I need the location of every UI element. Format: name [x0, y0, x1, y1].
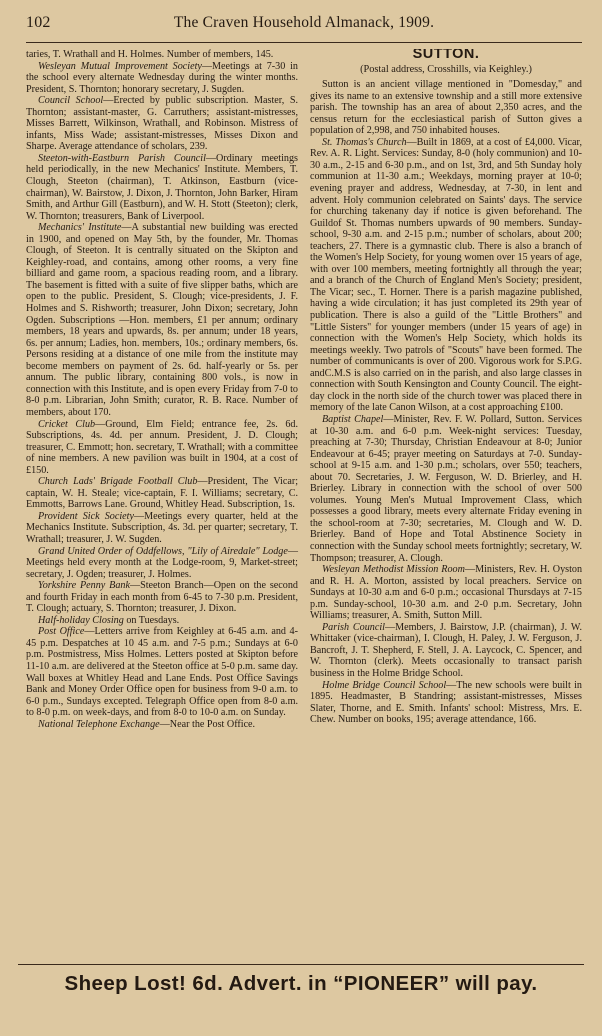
directory-entry [26, 546, 298, 581]
entry-text: —Ministers, Rev. H. Oyston and R. H. A. Morton, assisted by local preachers. Service on Sundays at 10-30 a.m and 6-0 p.m.; occasional Thursdays at 7-15 p.m. Sunday-school, 10-30 a.m. and 2-0 p.m. Secretary, John Williams; treasurer, A. Smith, Sutton Mill. [310, 564, 582, 622]
entry-title: Yorkshire Penny Bank [38, 580, 130, 592]
entry-title: Wesleyan Methodist Mission Room [322, 564, 465, 576]
entry-title: Parish Council [322, 621, 385, 633]
directory-entry [26, 61, 298, 96]
entry-text: —Near the Post Office. [159, 718, 256, 730]
entry-title: Holme Bridge Council School [322, 679, 447, 691]
directory-entry [26, 615, 298, 627]
entry-text: taries, T. Wrathall and H. Holmes. Number of members, 145. [26, 49, 274, 60]
text-columns [26, 49, 582, 951]
entry-text: —Meetings at 7-30 in the school every alternate Wednesday during the winter months. President, S. Thornton; honorary secretary, J. Sugden. [26, 60, 298, 95]
entry-text: —Ground, Elm Field; entrance fee, 2s. 6d. Subscriptions, 4s. 4d. per annum. President, J. D. Clough; treasurer, C. Emmott; hon. secretary, T. Wrathall; with a committee of nine members. A new pavilion was built in 1904, at a cost of £150. [26, 418, 298, 476]
directory-entry [26, 153, 298, 222]
entry-title: Baptist Chapel [322, 413, 384, 425]
entry-text: on Tuesdays. [123, 614, 180, 626]
entry-title: Mechanics' Institute [38, 222, 122, 234]
entry-text: —The new schools were built in 1895. Headmaster, B Standring; assistant-mistresses, Misses Slater, Thorne, and E. Smith. Infants' school: Mistress, Mrs. E. Chew. Number on books, 195; average attendance, 166. [310, 679, 582, 726]
paragraph [26, 49, 298, 61]
left-column [26, 49, 298, 951]
entry-title: St. Thomas's Church [322, 136, 407, 148]
directory-entry [310, 564, 582, 622]
directory-entry [26, 511, 298, 546]
entry-text: —President, The Vicar; captain, W. H. Steale; vice-captain, F. I. Williams; secretary, C. Emmotts, Barrows Lane. Ground, Whitley Head. Subscription, 1s. [26, 476, 299, 511]
entry-text: —Members, J. Bairstow, J.P. (chairman), J. W. Whittaker (vice-chairman), I. Clough, H. Paley, J. W. Ferguson, J. Bancroft, J. T. Shepherd, F. Stell, J. A. Laycock, C. Spencer, and W. Thornton (clerk). Meets occasionally to transact parish business in the Holme Bridge School. [310, 621, 582, 679]
entry-text: —A substantial new building was erected in 1900, and opened on May 5th, by the founder, Mr. Thomas Clough, of Steeton. It is centrally situated on the Skipton and Keighley-road, and contains, among other rooms, a very fine billiard and game room, a spacious reading room, and a library. The basement is fitted with a suite of five slipper baths, which are open to the public. President, S. Clough; vice-presidents, J. F. Holmes and S. Rishworth; treasurer, John Dixon; secretary, John Ogden. Subscriptions —Hon. members, £1 per annum; ordinary members, 18 years and upwards, 8s. per annum; under 18 years, 6s. per annum; Ladies, hon. members, 10s.; ordinary members, 6s. Persons residing at a distance of one mile from the institute may become members on payment of 2s. 6d. half-yearly or 5s. per annum. The public library, containing 800 vols., is now in connection with this Institute, and is open every Friday from 7-0 to 8-0 p.m. Librarian, John Smith; curator, R. B. Race. Number of members, about 170. [26, 222, 298, 418]
entry-text: —Steeton Branch—Open on the second and fourth Friday in each month from 6-45 to 7-30 p.m. President, T. Clough; actuary, S. Thornton; treasurer, J. Dixon. [26, 580, 298, 615]
entry-title: Provident Sick Society [38, 510, 134, 522]
entry-title: Half-holiday Closing [38, 614, 124, 626]
entry-text: —Meetings held every month at the Lodge-room, 9, Market-street; secretary, J. Ogden; treasurer, J. Holmes. [26, 545, 298, 580]
entry-text: —Letters arrive from Keighley at 6-45 a.m. and 4-45 p.m. Despatches at 10 45 a.m. and 7-5 p.m.; Sundays at 6-0 p.m. Postmistress, Miss Holmes. Letters posted at Skipton before 11-10 a.m. are delivered at the Steeton office at 5-0 p.m. same day. Wall boxes at Whitley Head and Lane Ends. Post Office Savings Bank and Money Order Office open for business from 9-0 a.m. to 6-0 p.m., Sundays excepted. Telegraph Office open from 8-0 a.m. to 8-0 p.m. on week-days, and from 8-0 to 10-0 a.m. on Sunday. [26, 626, 298, 719]
directory-entry [26, 719, 298, 731]
entry-title: Cricket Club [38, 418, 96, 430]
page-header [26, 14, 582, 42]
directory-entry [26, 580, 298, 615]
right-column-body [310, 79, 582, 726]
entry-text: —Built in 1869, at a cost of £4,000. Vicar, Rev. A. R. Light. Services: Sunday, 8-0 (holy communion) and 10-30 a.m., 2-15 and 6-30 p.m., and on 1st, 3rd, and 5th Sunday holy communion at 11-30 a.m.; Weekdays, morning prayer at 10-0; evening prayer and address, Wednesday, at 7-30, in lent and advent. Holy communion celebrated on Saints' days. The service for churching takenany day if notice is given beforehand. The Guildof St. Thomas numbers upwards of 90 members. Sunday-school, 9-30 a.m. and 2-15 p.m.; number of scholars, about 200; teachers, 27. There is a gymnastic club. There is also a branch of the Women's Help Society, for young women over 15 years of age, with over 100 members, meeting fortnightly all through the year; and a branch of the Church of England Men's Society; president, The Vicar; sec., T. Horner. There is a parish magazine published, having a wide circulation; it has just completed its 29th year of publication. There is also a guild of the "Little Brothers" and "Little Sisters" for younger members (under 15 years of age) in connection with the Women's Help Society, which holds its meetings weekly. Two patrols of "Scouts" have been formed. The number of communicants is over of 200. Vigorous work for S.P.G. andC.M.S is also carried on in the parish, and also large classes in connection with South Kensington and County Council. The eight-day clock in the north side of the church tower was placed there in memory of the late Canon Wilson, at a cost approaching £100. [310, 136, 582, 414]
section-subheading: (Postal address, Crosshills, via Keighley.) [360, 63, 532, 75]
entry-title: National Telephone Exchange [38, 718, 160, 730]
page-number: 102 [26, 14, 51, 31]
entry-text: —Ordinary meetings held periodically, in the new Mechanics' Institute. Members, T. Clough, Steeton (chairman), T. Atkinson, Eastburn (vice-chairman), W. Bairstow, J. Dixon, J. Thornton, John Barker, Hiram Smith, and Arthur Gill (Eastburn), and W. H. Stott (Steeton); clerk, W. Thornton; treasurers, Bank of Liverpool. [26, 152, 298, 222]
entry-title: Steeton-with-Eastburn Parish Council [38, 152, 206, 164]
directory-entry [26, 222, 298, 418]
advertisement-banner: Sheep Lost! 6d. Advert. in “PIONEER” will pay. [18, 964, 584, 1003]
header-rule [26, 42, 582, 43]
directory-entry [310, 137, 582, 414]
entry-title: Church Lads' Brigade Football Club [38, 476, 198, 488]
directory-entry [26, 476, 298, 511]
directory-entry [26, 626, 298, 718]
directory-entry [310, 414, 582, 564]
section-heading: SUTTON. [412, 49, 480, 62]
page-title: The Craven Household Almanack, 1909. [173, 14, 435, 31]
entry-text: —Meetings every quarter, held at the Mechanics Institute. Subscription, 4s. 3d. per quarter; secretary, T. Wrathall; treasurer, J. W. Sugden. [26, 510, 298, 545]
entry-text: Sutton is an ancient village mentioned in "Domesday," and gives its name to an extensive township and a still more extensive parish. The township has an area of about 2,350 acres, and the census return for the ecclesiastical parish of Sutton gives a population of 2,998, and 750 inhabited houses. [310, 79, 582, 137]
entry-title: Council School [38, 95, 104, 107]
entry-text: —Minister, Rev. F. W. Pollard, Sutton. Services at 10-30 a.m. and 6-0 p.m. Week-night services: Tuesday, preaching at 7-30; Thursday, Christian Endeavour at 8-0; Junior Endeavour at 6-45; prayer meeting on Saturdays at 7-0. Sunday-school at 9-15 a.m. and 1-30 p.m.; scholars, over 550; teachers, about 70. Secretaries, J. W. Ferguson, W. D. Brierley, and H. Brierley. Library in connection with the school of over 500 volumes. Young Men's Mutual Improvement Class, which possesses a good library, meets every alternate Friday evening in the school-room at 7-30; secretaries, M. Clough and W. D. Brierley. Band of Hope and Total Abstinence Society in connection with the Sunday school meets fortnightly; secretary, W. Thompson; treasurer, A. Clough. [310, 413, 582, 564]
directory-entry [26, 419, 298, 477]
directory-entry [310, 622, 582, 680]
entry-title: Post Office [38, 626, 85, 638]
paragraph [310, 79, 582, 137]
directory-entry [310, 680, 582, 726]
entry-title: Grand United Order of Oddfellows, "Lily of Airedale" Lodge [38, 545, 288, 557]
directory-entry [26, 95, 298, 153]
entry-text: —Erected by public subscription. Master, S. Thornton; assistant-master, G. Carruthers; assistant-mistresses, Misses Barrett, Wilkinson, Wrathall, and Robinson. Mistress of infants, Miss Wade; assistant-mistresses, Misses Dixon and Sharpe. Average attendance of scholars, 239. [26, 95, 298, 153]
entry-title: Wesleyan Mutual Improvement Society [38, 60, 202, 72]
right-column [310, 49, 582, 951]
